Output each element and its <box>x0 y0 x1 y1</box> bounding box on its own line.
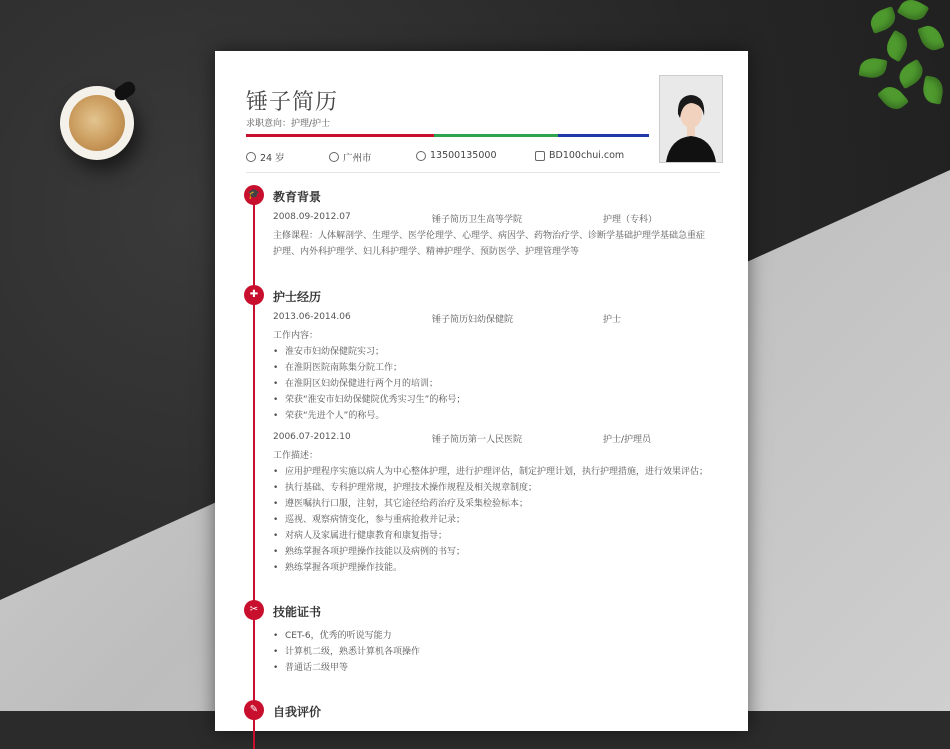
education-major: 护理（专科） <box>603 215 658 225</box>
contact-location-text: 广州市 <box>343 153 372 164</box>
graduation-cap-icon: 🎓 <box>244 185 264 205</box>
list-item: • 应用护理程序实施以病人为中心整体护理，进行护理评估，制定护理计划，执行护理措施，进行效果评估； <box>273 464 708 477</box>
location-icon <box>329 152 339 162</box>
comment-icon: ✎ <box>244 700 264 720</box>
education-school: 锤子简历卫生高等学院 <box>432 215 523 225</box>
list-item: • 遵医嘱执行口服，注射，其它途径给药治疗及采集检验标本； <box>273 496 528 509</box>
job2-role: 护士/护理员 <box>603 435 652 445</box>
education-title: 教育背景 <box>273 190 322 204</box>
experience-title: 护士经历 <box>273 290 322 304</box>
accent-bar-blue <box>558 134 649 137</box>
contact-location <box>329 150 372 164</box>
accent-bar-red <box>246 134 434 137</box>
plant-decoration <box>840 0 950 120</box>
job1-period: 2013.06-2014.06 <box>273 312 351 322</box>
job2-org: 锤子简历第一人民医院 <box>432 435 523 445</box>
list-item: • 执行基础、专科护理常规，护理技术操作规程及相关规章制度； <box>273 480 537 493</box>
list-item: • 熟练掌握各项护理操作技能以及病例的书写； <box>273 544 465 557</box>
self-eval-title: 自我评价 <box>273 705 322 719</box>
list-item: • 荣获“先进个人”的称号。 <box>273 408 384 421</box>
list-item: • 在淮阴区妇幼保健进行两个月的培训； <box>273 376 438 389</box>
contact-email-text: BD100chui.com <box>549 150 625 161</box>
list-item: • 熟练掌握各项护理操作技能。 <box>273 560 402 573</box>
contact-phone <box>416 150 497 161</box>
list-item: • CET-6，优秀的听说写能力 <box>273 628 392 641</box>
job1-org: 锤子简历妇幼保健院 <box>432 315 514 325</box>
timeline-line <box>253 189 255 749</box>
list-item: • 荣获“淮安市妇幼保健院优秀实习生”的称号； <box>273 392 465 405</box>
contact-phone-text: 13500135000 <box>430 150 497 161</box>
list-item: • 巡视、观察病情变化，参与重病抢救并记录； <box>273 512 465 525</box>
list-item: • 对病人及家属进行健康教育和康复指导； <box>273 528 447 541</box>
job-intent: 求职意向：护理/护士 <box>246 119 331 129</box>
skills-title: 技能证书 <box>273 605 322 619</box>
job2-period: 2006.07-2012.10 <box>273 432 351 442</box>
header-divider <box>246 172 720 173</box>
list-item: • 在淮阴医院南陈集分院工作； <box>273 360 402 373</box>
job1-role: 护士 <box>603 315 622 325</box>
education-courses-line1: 主修课程：人体解剖学、生理学、医学伦理学、心理学、病因学、药物治疗学、诊断学基础护理学基础急重症 <box>273 231 706 241</box>
mail-icon <box>535 151 545 161</box>
contact-age <box>246 150 285 164</box>
contact-email <box>535 150 624 161</box>
list-item: • 计算机二级，熟悉计算机各项操作 <box>273 644 420 657</box>
resume-name: 锤子简历 <box>246 90 339 115</box>
education-period: 2008.09-2012.07 <box>273 212 351 222</box>
job2-label: 工作描述： <box>273 451 319 461</box>
list-item: • 普通话二级甲等 <box>273 660 348 673</box>
education-courses-line2: 护理、内外科护理学、妇儿科护理学、精神护理学、预防医学、护理管理学等 <box>273 247 580 257</box>
user-icon <box>246 152 256 162</box>
contact-age-text: 24 岁 <box>260 153 285 164</box>
job1-label: 工作内容： <box>273 331 319 341</box>
profile-photo <box>659 75 723 163</box>
tools-icon: ✂ <box>244 600 264 620</box>
briefcase-icon: ✚ <box>244 285 264 305</box>
resume-paper <box>215 51 748 731</box>
phone-icon <box>416 151 426 161</box>
list-item: • 淮安市妇幼保健院实习； <box>273 344 384 357</box>
accent-bar-green <box>434 134 558 137</box>
